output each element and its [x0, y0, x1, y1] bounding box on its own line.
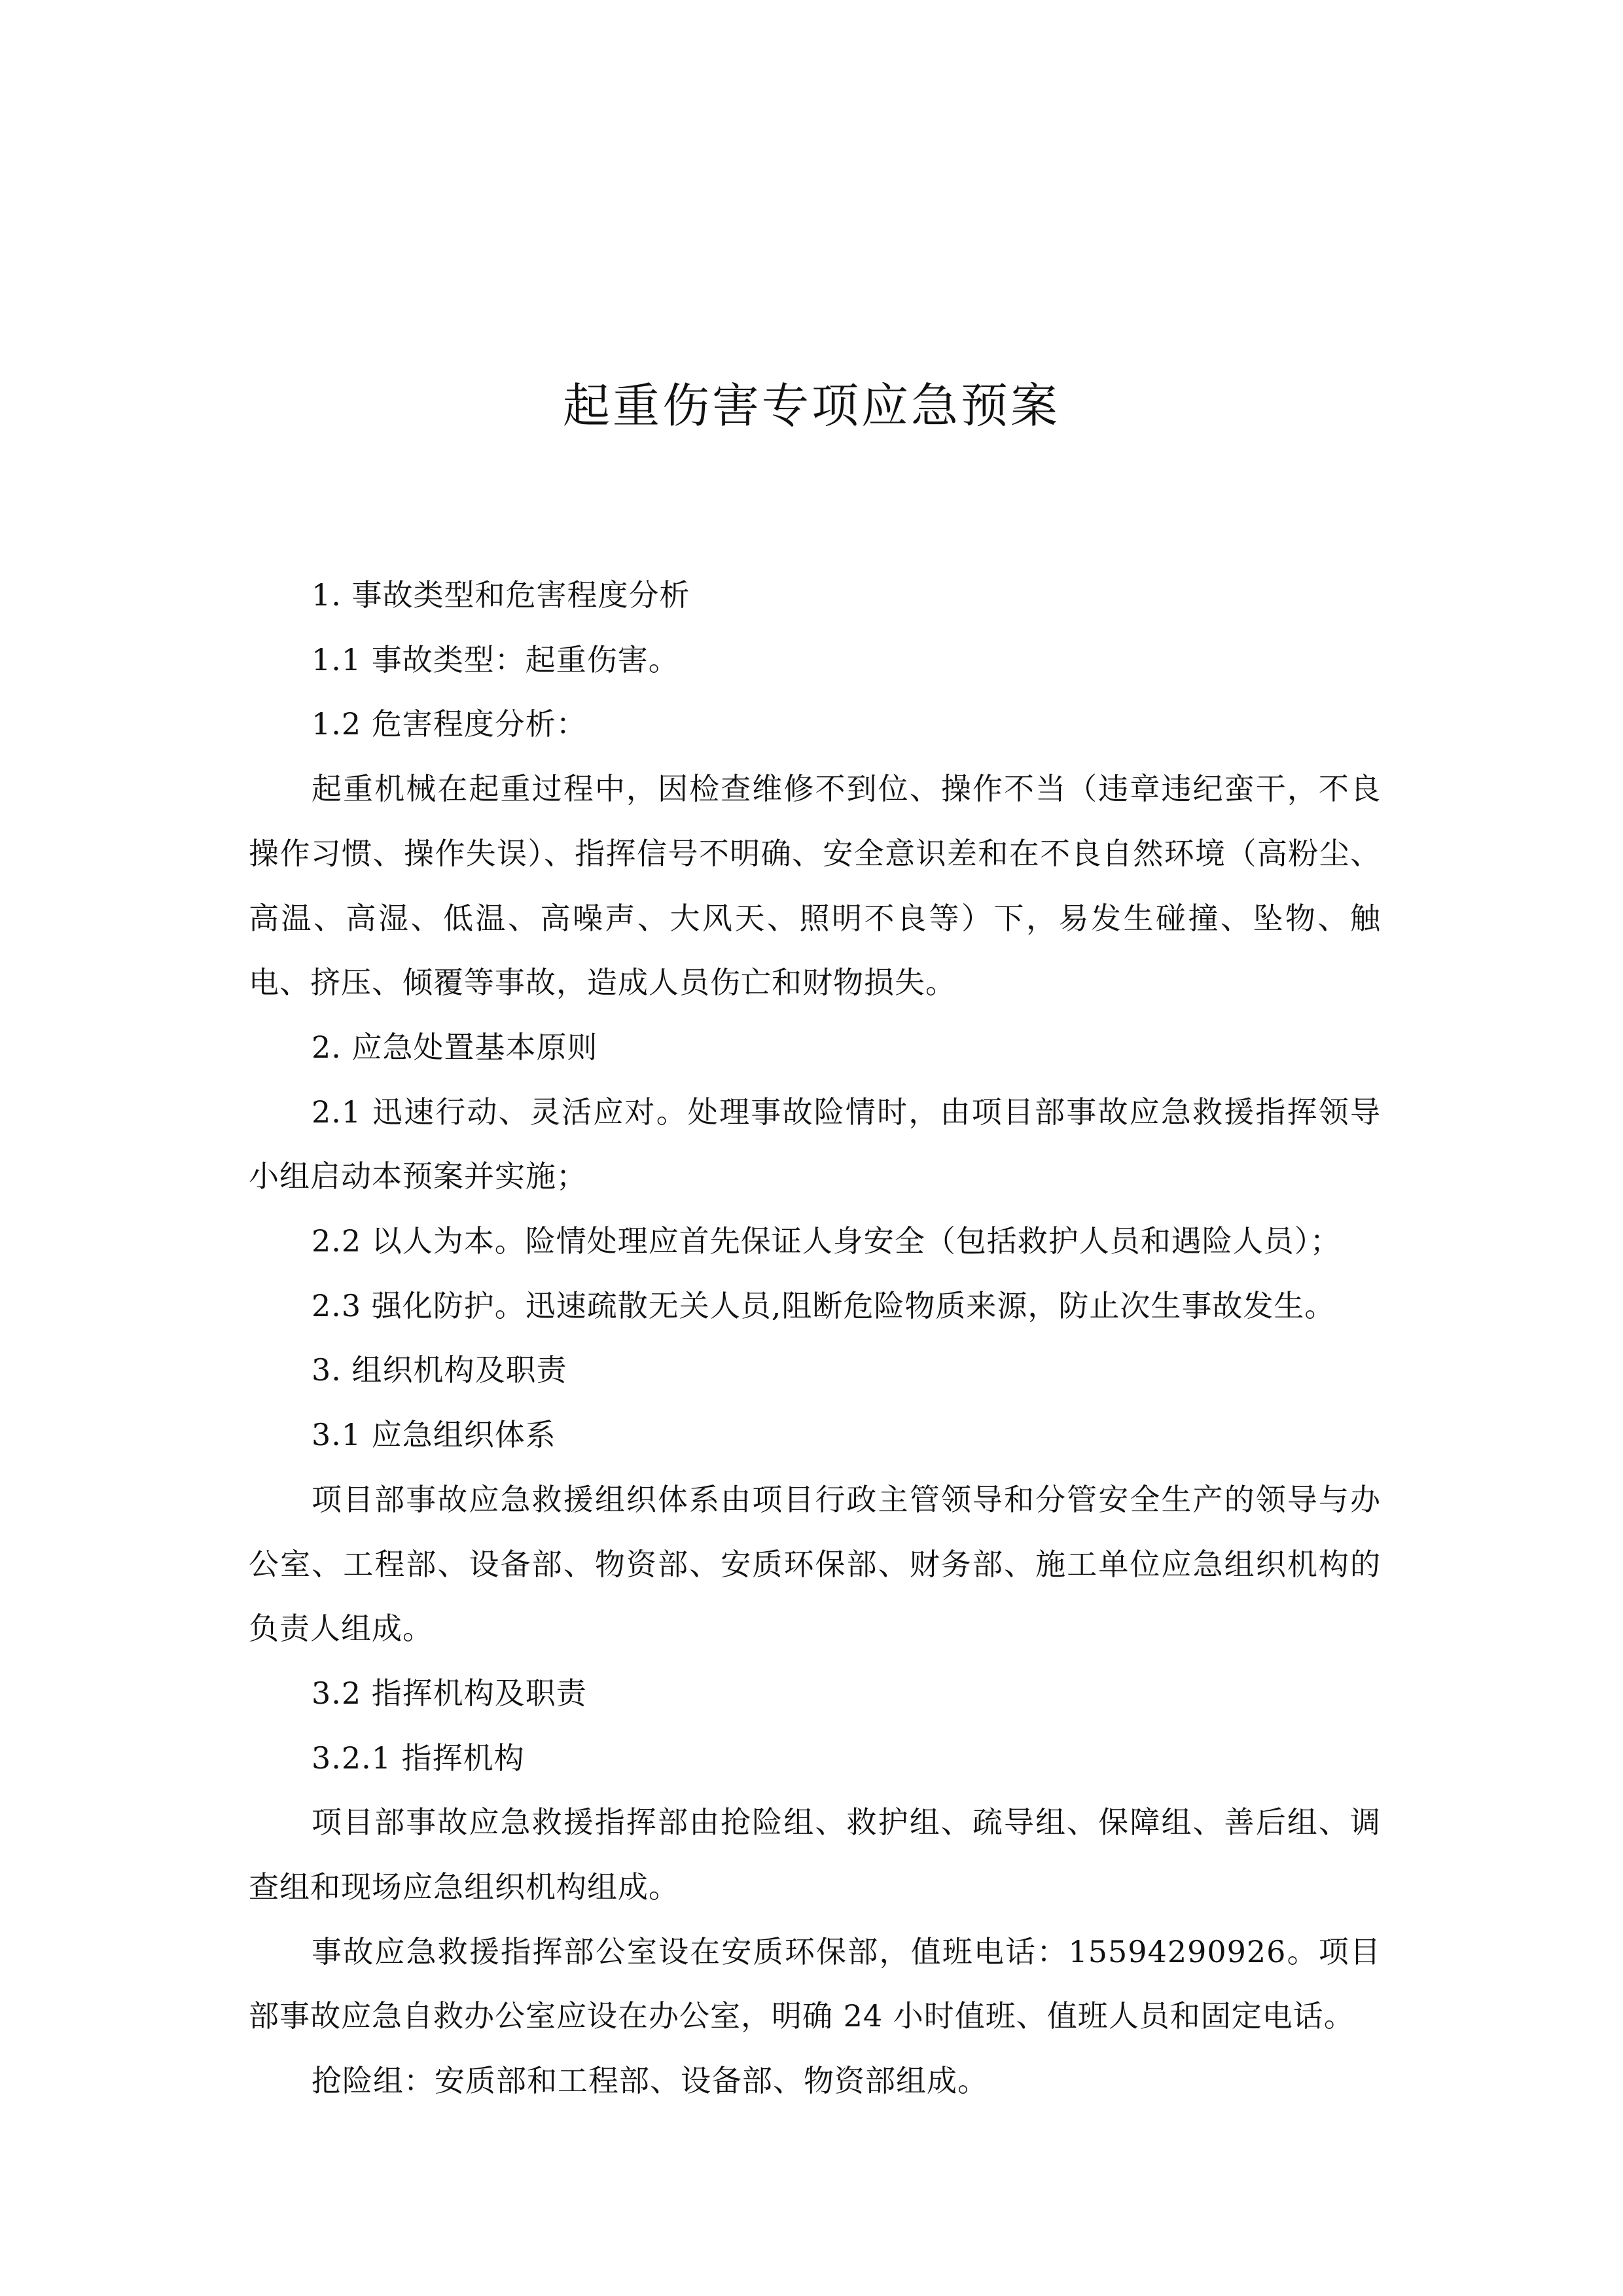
heading-2: 2. 应急处置基本原则 [312, 1029, 598, 1065]
paragraph-2-3: 2.3 强化防护。迅速疏散无关人员,阻断危险物质来源，防止次生事故发生。 [312, 1287, 1336, 1323]
paragraph-command-structure: 项目部事故应急救援指挥部由抢险组、救护组、疏导组、保障组、善后组、调查组和现场应急组织机构组成。 [249, 1804, 1381, 1905]
paragraph-organization: 项目部事故应急救援组织体系由项目行政主管领导和分管安全生产的领导与办公室、工程部、设备部、物资部、安质环保部、财务部、施工单位应急组织机构的负责人组成。 [249, 1481, 1381, 1647]
paragraph-rescue-group: 抢险组：安质部和工程部、设备部、物资部组成。 [312, 2063, 988, 2099]
paragraph-2-1: 2.1 迅速行动、灵活应对。处理事故险情时，由项目部事故应急救援指挥领导小组启动本预案并实施； [249, 1094, 1381, 1194]
heading-3: 3. 组织机构及职责 [312, 1352, 567, 1388]
heading-3-2-1: 3.2.1 指挥机构 [312, 1740, 525, 1776]
heading-3-1: 3.1 应急组织体系 [312, 1417, 556, 1453]
paragraph-2-2: 2.2 以人为本。险情处理应首先保证人身安全（包括救护人员和遇险人员）； [312, 1223, 1341, 1259]
paragraph-hazard-analysis: 起重机械在起重过程中，因检查维修不到位、操作不当（违章违纪蛮干，不良操作习惯、操作失误）、指挥信号不明确、安全意识差和在不良自然环境（高粉尘、高温、高湿、低温、高噪声、大风天、照明不良等）下，易发生碰撞、坠物、触电、挤压、倾覆等事故，造成人员伤亡和财物损失。 [249, 771, 1381, 1001]
heading-1-1: 1.1 事故类型：起重伤害。 [312, 641, 679, 677]
document-title: 起重伤害专项应急预案 [562, 378, 1060, 433]
heading-3-2: 3.2 指挥机构及职责 [312, 1675, 587, 1711]
paragraph-duty-phone: 事故应急救援指挥部公室设在安质环保部，值班电话：15594290926。项目部事故应急自救办公室应设在办公室，明确 24 小时值班、值班人员和固定电话。 [249, 1933, 1381, 2034]
document-body [249, 563, 1381, 2113]
heading-1: 1. 事故类型和危害程度分析 [312, 577, 690, 613]
heading-1-2: 1.2 危害程度分析： [312, 706, 587, 742]
